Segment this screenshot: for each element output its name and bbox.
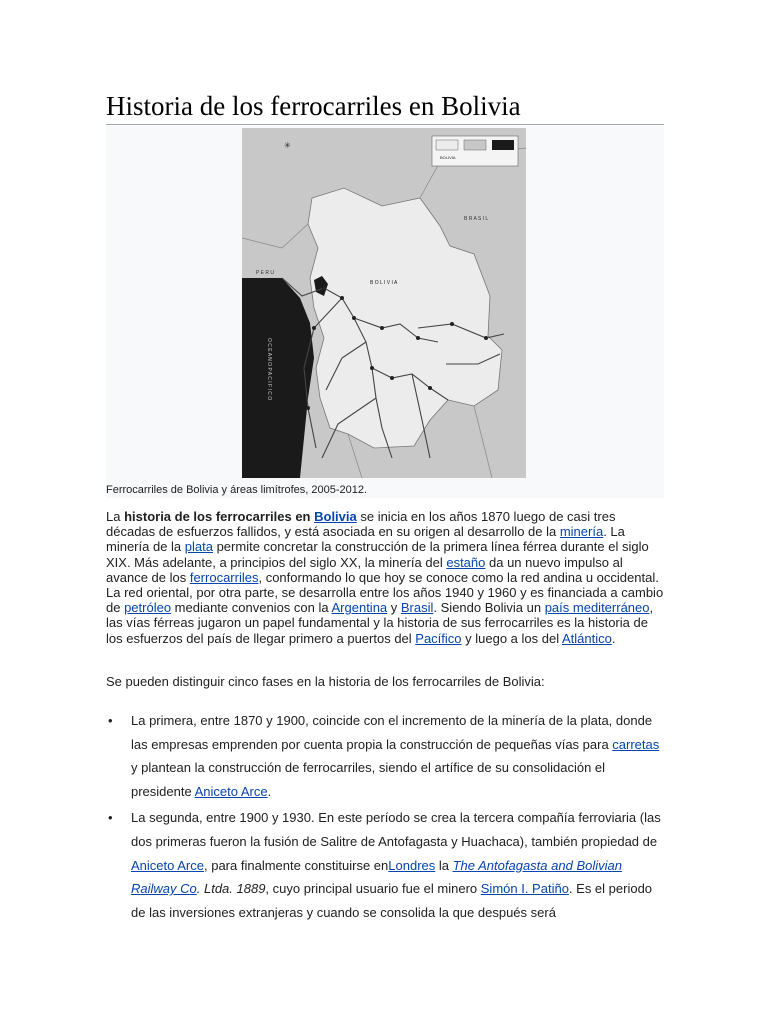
phase-text: , cuyo principal usuario fue el minero <box>265 881 481 897</box>
label-bolivia: B O L I V I A <box>370 280 398 286</box>
link-aniceto-arce[interactable]: Aniceto Arce <box>194 783 268 799</box>
link-atlantico[interactable]: Atlántico <box>562 630 612 646</box>
figure-caption: Ferrocarriles de Bolivia y áreas limítrofes, 2005-2012. <box>106 484 368 496</box>
label-ocean: O C E A N O P A C I F I C O <box>266 338 272 401</box>
intro-text: y <box>387 600 401 616</box>
intro-text: . <box>611 630 616 646</box>
intro-text: La <box>106 509 125 524</box>
intro-text: permite concretar la construcción de la primera línea férrea durante el siglo XIX. Más adelante, a principios del siglo XX, la minería del <box>106 539 649 570</box>
link-mineria[interactable]: minería <box>559 524 604 540</box>
link-brasil[interactable]: Brasil <box>400 600 434 616</box>
link-pacifico[interactable]: Pacífico <box>415 630 462 646</box>
phase-text: La segunda, entre 1900 y 1930. En este período se crea la tercera compañía ferroviaria (las dos primeras fueron la fusión de Salitre de Antofagasta y Huachaca), también propiedad de <box>131 810 661 849</box>
legend-swatch-land <box>464 140 486 150</box>
map-image <box>242 128 526 478</box>
intro-text: da un nuevo impulso al avance de los <box>106 554 623 585</box>
intro-text: . La minería de la <box>106 524 625 555</box>
list-item-phase-1 <box>106 709 666 803</box>
link-antofagasta-railway[interactable]: The Antofagasta and Bolivian Railway Co <box>131 857 622 897</box>
intro-text: , conformando lo que hoy se conoce como la red andina u occidental. La red oriental, por otra parte, se desarrolla entre los años 1940 y 1960 y es financiada a cambio de <box>106 569 664 616</box>
phase-text: . <box>267 783 272 799</box>
link-simon-patino[interactable]: Simón I. Patiño <box>480 881 569 897</box>
intro-text: mediante convenios con la <box>171 600 332 616</box>
legend-swatch-water <box>492 140 514 150</box>
phase-text: La primera, entre 1870 y 1900, coincide con el incremento de la minería de la plata, donde las empresas emprenden por cuenta propia la construcción de pequeñas vías para <box>131 713 653 752</box>
link-ferrocarriles[interactable]: ferrocarriles <box>189 569 259 585</box>
north-arrow-icon: ✳ <box>284 141 291 150</box>
link-petroleo[interactable]: petróleo <box>124 600 172 616</box>
intro-text: se inicia en los años 1870 luego de casi tres décadas de esfuerzos fallidos, y está asociada en su origen al desarrollo de la <box>106 509 616 540</box>
phases-intro: Se pueden distinguir cinco fases en la historia de los ferrocarriles de Bolivia: <box>106 674 545 689</box>
legend-swatch-bolivia <box>436 140 458 150</box>
label-peru: P E R U <box>256 270 274 276</box>
intro-text: , las vías férreas jugaron un papel fundamental y la historia de sus ferrocarriles es la historia de los esfuerzos del país de llegar primero a puertos del <box>106 600 654 646</box>
link-argentina[interactable]: Argentina <box>331 600 388 616</box>
legend-label: BOLIVIA <box>440 155 456 160</box>
link-aniceto-arce[interactable]: Aniceto Arce <box>131 857 204 873</box>
phases-list <box>106 709 666 927</box>
intro-text: . Siendo Bolivia un <box>433 600 545 616</box>
link-londres[interactable]: Londres <box>388 857 436 873</box>
phase-text: , para finalmente constituirse en <box>204 857 389 873</box>
intro-text: y luego a los del <box>461 630 562 646</box>
bolivia-railway-map[interactable] <box>242 128 526 478</box>
phase-text-italic: . Ltda. 1889 <box>196 881 266 897</box>
link-carretas[interactable]: carretas <box>612 736 660 752</box>
page-title: Historia de los ferrocarriles en Bolivia <box>106 90 664 125</box>
link-estano[interactable]: estaño <box>446 554 486 570</box>
link-bolivia[interactable]: Bolivia <box>314 509 357 524</box>
phase-text: . Es el periodo de las inversiones extranjeras y cuando se consolida la que después será <box>131 881 653 920</box>
map-figure <box>106 126 664 498</box>
intro-paragraph <box>106 509 666 646</box>
link-pais-mediterraneo[interactable]: país mediterráneo <box>544 600 650 616</box>
link-plata[interactable]: plata <box>184 539 213 555</box>
intro-bold-text: historia de los ferrocarriles en <box>124 509 315 524</box>
label-brasil: B R A S I L <box>464 216 489 222</box>
phase-text: y plantean la construcción de ferrocarriles, siendo el artífice de su consolidación el presidente <box>131 760 606 799</box>
phase-text: la <box>435 857 453 873</box>
list-item-phase-2 <box>106 806 666 924</box>
